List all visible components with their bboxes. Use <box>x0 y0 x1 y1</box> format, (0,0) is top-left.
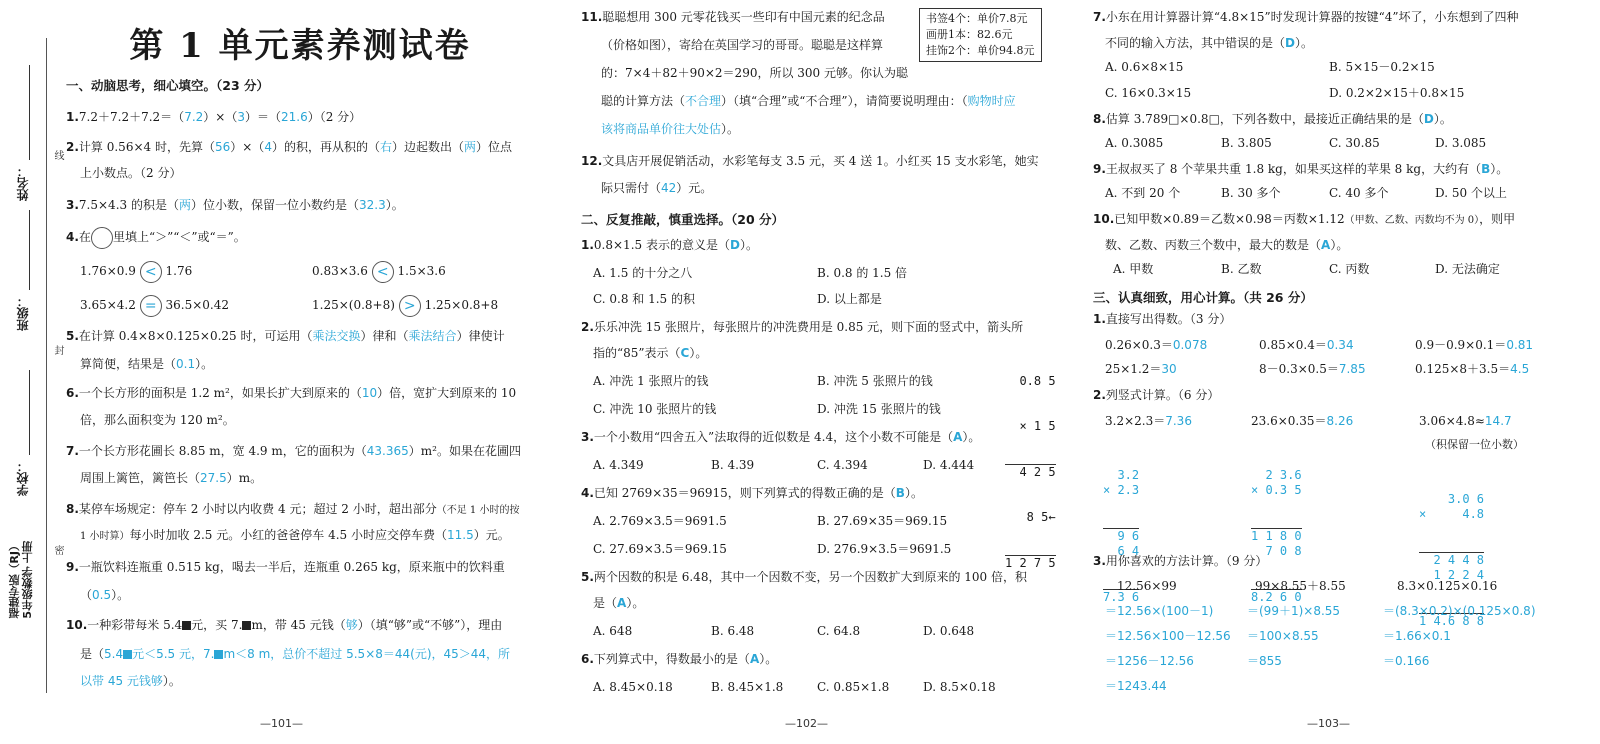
page-102: 11.聪聪想用 300 元零花钱买一些印有中国元素的纪念品 （价格如图），寄给在英国学习的哥哥。聪聪是这样算 的：7×4＋82＋90×2＝290，所以 300 元够。你认为聪 聪的计算方法（不合理）（填“合理”或“不合理”），请简要说明理由：（购物时应 该将商品单价往大处估）。 书签4个：单价7.8元 画册1本：82.6元 挂饰2个：单价94.8元 12.文具店开展促销活动，水彩笔每支 3.5 元，买 4 送 1。小红买 15 支水彩笔，她实 际只需付（42）元。 二、反复推敲，慎重选择。（20 分） 1.0.8×1.5 表示的意义是（D）。 A. 1.5 的十分之八 B. 0.8 的 1.5 倍 C. 0.8 和 1.5 的积 D. 以上都是 2.乐乐冲洗 15 张照片，每张照片的冲洗费用是 0.85 元，则下面的竖式中，箭头所 指的“85”表示（C）。 A. 冲洗 1 张照片的钱 B. 冲洗 5 张照片的钱 C. 冲洗 10 张照片的钱 D. 冲洗 15 张照片的钱 0.8 5 × 1 5 4 2 5 8 5← 1 2 7 5 3.一个小数用“四舍五入”法取得的近似数是 4.4，这个小数不可能是（A）。 A. 4.349 B. 4.39 C. 4.394 D. 4.444 4.已知 2769×35＝96915，则下列算式的得数正确的是（B）。 A. 2.769×3.5＝9691.5 B. 27.69×35＝969.15 C. 27.69×3.5＝969.15 D. 276.9×3.5＝9691.5 5.两个因数的积是 6.48，其中一个因数不变，另一个因数扩大到原来的 100 倍，积 是（A）。 A. 648 B. 6.48 C. 64.8 D. 0.648 6.下列算式中，得数最小的是（A）。 A. 8.45×0.18 B. 8.45×1.8 C. 0.85×1.8 D. 8.5×0.18 —102— <box>545 0 1075 744</box>
question-8: 8.某停车场规定：停车 2 小时以内收费 4 元；超过 2 小时，超出部分（不足 1 小时的按 <box>66 502 520 516</box>
question-9-cont: （0.5）。 <box>80 588 130 602</box>
seal-mark-line: 线 <box>52 150 63 160</box>
mc-question-4: 4.已知 2769×35＝96915，则下列算式的得数正确的是（B）。 <box>581 486 923 500</box>
mc-question-3: 3.一个小数用“四舍五入”法取得的近似数是 4.4，这个小数不可能是（A）。 <box>581 430 981 444</box>
question-8-cont: 1 小时算）每小时加收 2.5 元。小红的爸爸停车 4.5 小时应交停车费（11.5）元。 <box>80 528 510 542</box>
mc-question-7: 7.小东在用计算器计算“4.8×15”时发现计算器的按键“4”坏了，小东想到了四种 <box>1093 10 1519 24</box>
calc-2-title: 2.列竖式计算。（6 分） <box>1093 388 1220 402</box>
question-6: 6.一个长方形的面积是 1.2 m²，如果长扩大到原来的（10）倍，宽扩大到原来的 10 <box>66 386 517 400</box>
section-3-heading: 三、认真细致，用心计算。（共 26 分） <box>1093 290 1313 305</box>
section-1-heading: 一、动脑思考，细心填空。（23 分） <box>66 78 269 93</box>
page-title: 第 1 单元素养测试卷 <box>129 26 471 66</box>
question-11: 11.聪聪想用 300 元零花钱买一些印有中国元素的纪念品 <box>581 10 885 24</box>
section-2-heading: 二、反复推敲，慎重选择。（20 分） <box>581 212 784 227</box>
price-box: 书签4个：单价7.8元 画册1本：82.6元 挂饰2个：单价94.8元 <box>919 8 1042 62</box>
blot-square-icon <box>123 650 132 659</box>
mc-question-10: 10.已知甲数×0.89＝乙数×0.98＝丙数×1.12（甲数、乙数、丙数均不为 0），则甲 <box>1093 212 1516 226</box>
page-101 <box>0 0 545 744</box>
page-number: —102— <box>785 717 828 730</box>
calc-1-title: 1.直接写出得数。（3 分） <box>1093 312 1232 326</box>
blot-square-icon <box>182 621 191 630</box>
question-5-cont: 算简便，结果是（0.1）。 <box>80 357 214 371</box>
class-underline <box>29 210 30 290</box>
book-info: 福建专版（RJ） 5年级数学 上册 <box>8 540 34 619</box>
compare-item-1: 1.76×0.9 < 1.76 <box>80 258 192 284</box>
question-10-reason: 是（5.4 元＜5.5 元，7. m＜8 m，总价不超过 5.5×8＝44(元)，45＞44，所 <box>80 647 511 661</box>
page-number: —103— <box>1307 717 1350 730</box>
mc-question-6: 6.下列算式中，得数最小的是（A）。 <box>581 652 778 666</box>
question-10: 10.一种彩带每米 5.4 元，买 7. m，带 45 元钱（够）（填“够”或“不够”），理由 <box>66 618 503 632</box>
question-9: 9.一瓶饮料连瓶重 0.515 kg，喝去一半后，连瓶重 0.265 kg，原来瓶中的饮料重 <box>66 560 505 574</box>
compare-item-2: 0.83×3.6 < 1.5×3.6 <box>312 258 446 284</box>
mc-question-1: 1.0.8×1.5 表示的意义是（D）。 <box>581 238 758 252</box>
question-4: 4.在 里填上“＞”“＜”或“＝”。 <box>66 224 246 250</box>
seal-mark-seal: 封 <box>52 345 63 355</box>
page-103: 7.小东在用计算器计算“4.8×15”时发现计算器的按键“4”坏了，小东想到了四种 不同的输入方法，其中错误的是（D）。 A. 0.6×8×15 B. 5×15－0.2×15 C. 16×0.3×15 D. 0.2×2×15＋0.8×15 8.估算 3.789□×0.8□，下列各数中，最接近正确结果的是（D）。 A. 0.3085 B. 3.805 C. 30.85 D. 3.085 9.王叔叔买了 8 个苹果共重 1.8 kg，如果买这样的苹果 8 kg，大约有（B）。 A. 不到 20 个 B. 30 多个 C. 40 多个 D. 50 个以上 10.已知甲数×0.89＝乙数×0.98＝丙数×1.12（甲数、乙数、丙数均不为 0），则甲 数、乙数、丙数三个数中，最大的数是（A）。 A. 甲数 B. 乙数 C. 丙数 D. 无法确定 三、认真细致，用心计算。（共 26 分） 1.直接写出得数。（3 分） 0.26×0.3＝0.078 0.85×0.4＝0.34 0.9－0.9×0.1＝0.81 25×1.2＝30 8－0.3×0.5＝7.85 0.125×8＋3.5＝4.5 2.列竖式计算。（6 分） 3.2×2.3＝7.36 23.6×0.35＝8.26 3.06×4.8≈14.7 （积保留一位小数） 3.2 × 2.3 9 6 6 4 7.3 6 2 3.6 × 0.3 5 1 1 8 0 7 0 8 8.2 6 0 3.0 6 × 4.8 2 4 4 8 1 2 2 4 1 4.6 8 8 3.用你喜欢的方法计算。（9 分） 12.56×99 ＝12.56×(100－1) ＝12.56×100－12.56 ＝1256－12.56 ＝1243.44 99×8.55＋8.55 ＝(99＋1)×8.55 ＝100×8.55 ＝855 8.3×0.125×0.16 ＝(8.3×0.2)×(0.125×0.8) ＝1.66×0.1 ＝0.166 —103— <box>1075 0 1600 744</box>
compare-item-3: 3.65×4.2 = 36.5×0.42 <box>80 292 229 318</box>
question-5: 5.在计算 0.4×8×0.125×0.25 时，可运用（乘法交换）律和（乘法结合）律使计 <box>66 329 505 343</box>
calc-3-col-2: 99×8.55＋8.55 ＝(99＋1)×8.55 ＝100×8.55 ＝855 <box>1247 579 1346 668</box>
question-3: 3.7.5×4.3 的积是（两）位小数，保留一位小数约是（32.3）。 <box>66 198 404 212</box>
vertical-multiplication: 0.8 5 × 1 5 4 2 5 8 5← 1 2 7 5 <box>1005 374 1056 570</box>
class-label: 班级： <box>16 295 30 331</box>
page-number: —101— <box>260 717 303 730</box>
question-12: 12.文具店开展促销活动，水彩笔每支 3.5 元，买 4 送 1。小红买 15 支水彩笔，她实 <box>581 154 1039 168</box>
name-underline <box>29 65 30 160</box>
mc-question-5: 5.两个因数的积是 6.48，其中一个因数不变，另一个因数扩大到原来的 100 倍，积 <box>581 570 1027 584</box>
mc-question-9: 9.王叔叔买了 8 个苹果共重 1.8 kg，如果买这样的苹果 8 kg，大约有（B）。 <box>1093 162 1509 176</box>
binding-line <box>46 38 47 693</box>
school-underline <box>29 370 30 455</box>
vertical-calc-3: 3.0 6 × 4.8 2 4 4 8 1 2 2 4 1 4.6 8 8 <box>1419 492 1485 628</box>
arrow-left-icon: ← <box>1048 510 1056 524</box>
question-2: 2.计算 0.56×4 时，先算（56）×（4）的积，再从积的（右）边起数出（两）位点 <box>66 140 513 154</box>
calc-3-col-1: 12.56×99 ＝12.56×(100－1) ＝12.56×100－12.56 ＝1256－12.56 ＝1243.44 <box>1105 579 1231 693</box>
compare-item-4: 1.25×(0.8+8) > 1.25×0.8+8 <box>312 292 498 318</box>
question-1: 1.7.2＋7.2＋7.2＝（7.2）×（3）＝（21.6）（2 分） <box>66 110 362 124</box>
calc-3-col-3: 8.3×0.125×0.16 ＝(8.3×0.2)×(0.125×0.8) ＝1.66×0.1 ＝0.166 <box>1383 579 1536 668</box>
question-10-reason-cont: 以带 45 元钱够）。 <box>80 674 181 688</box>
question-7-cont: 周围上篱笆，篱笆长（27.5）m。 <box>80 471 263 485</box>
question-2-cont: 上小数点。（2 分） <box>80 166 182 180</box>
vertical-calc-2: 2 3.6 × 0.3 5 1 1 8 0 7 0 8 8.2 6 0 <box>1251 468 1302 604</box>
seal-mark-secret: 密 <box>52 545 63 555</box>
name-label: 姓名： <box>16 165 30 201</box>
calc-3-title: 3.用你喜欢的方法计算。（9 分） <box>1093 554 1268 568</box>
empty-circle-icon <box>91 227 113 249</box>
question-7: 7.一个长方形花圃长 8.85 m，宽 4.9 m，它的面积为（43.365）m²。如果在花圃四 <box>66 444 521 458</box>
mc-question-8: 8.估算 3.789□×0.8□，下列各数中，最接近正确结果的是（D）。 <box>1093 112 1452 126</box>
question-6-cont: 倍，那么面积变为 120 m²。 <box>80 413 235 427</box>
school-label: 学校： <box>16 460 30 496</box>
binding-margin <box>0 0 63 744</box>
vertical-calc-1: 3.2 × 2.3 9 6 6 4 7.3 6 <box>1103 468 1140 604</box>
mc-question-2: 2.乐乐冲洗 15 张照片，每张照片的冲洗费用是 0.85 元，则下面的竖式中，箭头所 <box>581 320 1024 334</box>
